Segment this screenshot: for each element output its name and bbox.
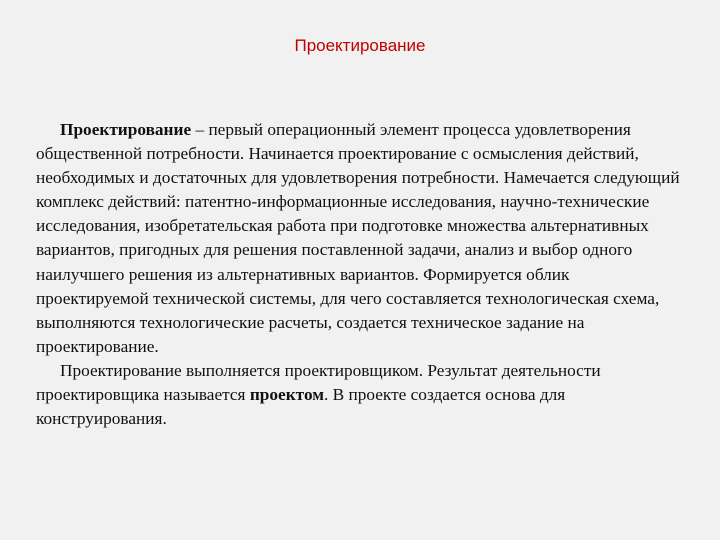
term-design: Проектирование bbox=[60, 120, 192, 139]
paragraph-result bbox=[36, 359, 686, 431]
paragraph-definition-text: – первый операционный элемент процесса удовлетворения общественной потребности. Начинается проектирование с осмысления действий, необходимых и достаточных для удовлетворения потребности. Намечается следующий комплекс действий: патентно-информационные исследования, научно-технические исследования, изобретательская работа при подготовке множества альтернативных вариантов, пригодных для решения поставленной задачи, анализ и выбор одного наилучшего решения из альтернативных вариантов. Формируется облик проектируемой технической системы, для чего составляется технологическая схема, выполняются технологические расчеты, создается техническое задание на проектирование. bbox=[36, 120, 680, 356]
paragraph-result-text-after: . В проекте создается основа для конструирования. bbox=[36, 385, 566, 429]
term-project: проектом bbox=[249, 385, 325, 405]
slide-title: Проектирование bbox=[294, 36, 426, 55]
paragraph-result-text-before: Проектирование выполняется проектировщиком. Результат деятельности проектировщика называется bbox=[36, 360, 601, 405]
slide-body bbox=[36, 118, 686, 431]
paragraph-definition bbox=[36, 118, 686, 359]
